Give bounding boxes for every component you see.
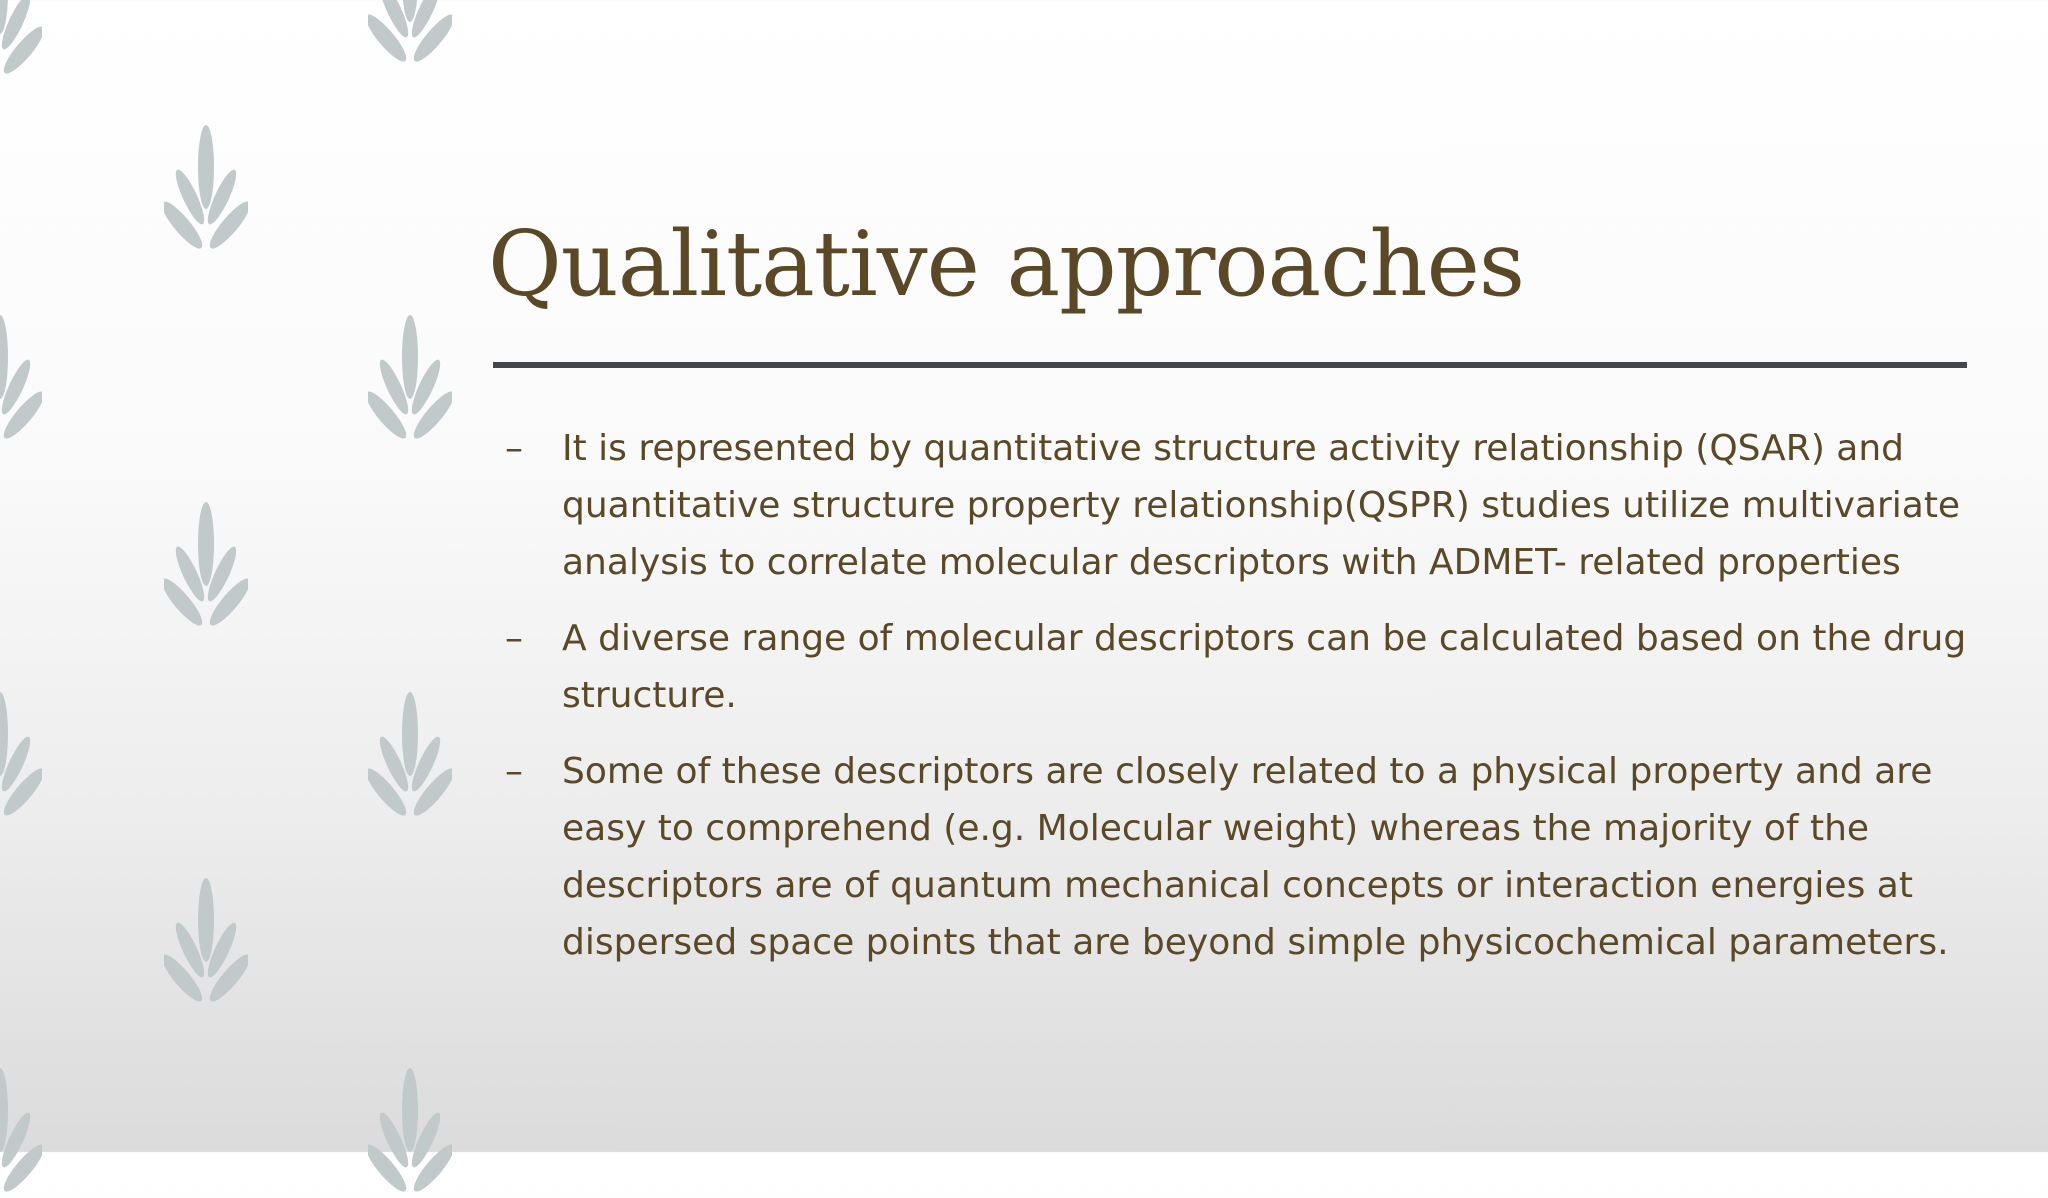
slide-title: Qualitative approaches <box>488 212 1525 317</box>
bullet-dash: – <box>505 618 523 659</box>
leaf-sprig-icon <box>0 682 42 822</box>
leaf-sprig-icon <box>164 868 248 1008</box>
leaf-sprig-icon <box>0 0 42 80</box>
bullet-text: It is represented by quantitative structure activity relationship (QSAR) and quantitative structure property relationship(QSPR) studies utilize multivariate analysis to correlate molecular descriptors with ADMET- related properties <box>562 428 1961 583</box>
bullet-list <box>505 420 1985 990</box>
leaf-sprig-icon <box>164 115 248 255</box>
leaf-sprig-icon <box>368 0 452 68</box>
bullet-text: Some of these descriptors are closely related to a physical property and are easy to comprehend (e.g. Molecular weight) whereas the majority of the descriptors are of quantum mechanical concepts or interaction energies at dispersed space points that are beyond simple physicochemical parameters. <box>562 751 1949 963</box>
leaf-sprig-icon <box>0 1058 42 1198</box>
title-divider <box>493 362 1967 368</box>
leaf-sprig-icon <box>368 305 452 445</box>
bullet-dash: – <box>505 428 523 469</box>
leaf-sprig-icon <box>368 1058 452 1198</box>
bullet-item <box>505 743 1985 971</box>
bullet-item <box>505 610 1985 724</box>
leaf-sprig-icon <box>368 682 452 822</box>
leaf-sprig-icon <box>0 305 42 445</box>
bullet-dash: – <box>505 751 523 792</box>
leaf-sprig-icon <box>164 492 248 632</box>
bullet-text: A diverse range of molecular descriptors can be calculated based on the drug structure. <box>562 618 1967 716</box>
bullet-item <box>505 420 1985 591</box>
